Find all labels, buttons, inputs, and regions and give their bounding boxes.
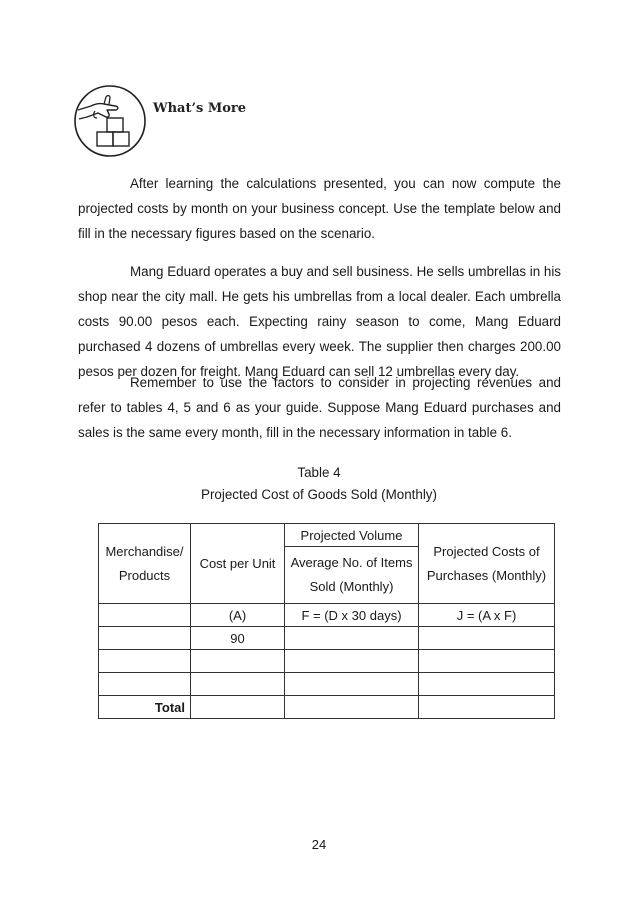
header-avg-items-sold: Average No. of Items Sold (Monthly) bbox=[285, 547, 419, 604]
cell-cost[interactable] bbox=[191, 673, 285, 696]
paragraph-scenario-text: Mang Eduard operates a buy and sell business. He sells umbrellas in his shop near the city mall. He gets his umbrellas from a local dealer. Each umbrella costs 90.00 pesos each. Expecting rainy season to come, Mang Eduard purchased 4 dozens of umbrellas every week. The supplier then charges 200.00 pesos per dozen for freight. Mang Eduard can sell 12 umbrellas every day. bbox=[78, 264, 561, 379]
cell-projected[interactable] bbox=[419, 627, 555, 650]
projected-cogs-table bbox=[98, 523, 555, 719]
formula-cost: (A) bbox=[191, 604, 285, 627]
cell-cost[interactable]: 90 bbox=[191, 627, 285, 650]
cell-cost[interactable] bbox=[191, 650, 285, 673]
paragraph-intro bbox=[78, 171, 561, 246]
table-row bbox=[99, 650, 555, 673]
table-caption-title: Projected Cost of Goods Sold (Monthly) bbox=[201, 487, 437, 502]
cell-projected[interactable] bbox=[419, 650, 555, 673]
total-volume[interactable] bbox=[285, 696, 419, 719]
table-row bbox=[99, 627, 555, 650]
cell-merchandise[interactable] bbox=[99, 627, 191, 650]
page-number: 24 bbox=[311, 837, 327, 852]
table-row bbox=[99, 673, 555, 696]
paragraph-scenario bbox=[78, 259, 561, 384]
cell-volume[interactable] bbox=[285, 673, 419, 696]
formula-volume: F = (D x 30 days) bbox=[285, 604, 419, 627]
header-cost-per-unit: Cost per Unit bbox=[191, 524, 285, 604]
header-merchandise: Merchandise/ Products bbox=[99, 524, 191, 604]
section-title: What’s More bbox=[153, 101, 247, 116]
paragraph-instructions bbox=[78, 370, 561, 445]
formula-row bbox=[99, 604, 555, 627]
total-projected[interactable] bbox=[419, 696, 555, 719]
total-cost[interactable] bbox=[191, 696, 285, 719]
cell-merchandise[interactable] bbox=[99, 650, 191, 673]
total-row bbox=[99, 696, 555, 719]
cell-merchandise[interactable] bbox=[99, 673, 191, 696]
cell-volume[interactable] bbox=[285, 627, 419, 650]
table-caption-number: Table 4 bbox=[297, 465, 341, 480]
formula-cell-empty bbox=[99, 604, 191, 627]
paragraph-instructions-text: Remember to use the factors to consider in projecting revenues and refer to tables 4, 5 and 6 as your guide. Suppose Mang Eduard purchases and sales is the same every month, fill in the necessary information in table 6. bbox=[78, 375, 561, 440]
cell-volume[interactable] bbox=[285, 650, 419, 673]
cell-projected[interactable] bbox=[419, 673, 555, 696]
header-projected-costs: Projected Costs of Purchases (Monthly) bbox=[419, 524, 555, 604]
paragraph-intro-text: After learning the calculations presented, you can now compute the projected costs by month on your business concept. Use the template below and fill in the necessary figures based on the scenario. bbox=[78, 176, 561, 241]
formula-projected: J = (A x F) bbox=[419, 604, 555, 627]
header-projected-volume: Projected Volume bbox=[285, 524, 419, 547]
total-label: Total bbox=[99, 696, 191, 719]
hand-stacking-blocks-icon bbox=[73, 84, 147, 158]
